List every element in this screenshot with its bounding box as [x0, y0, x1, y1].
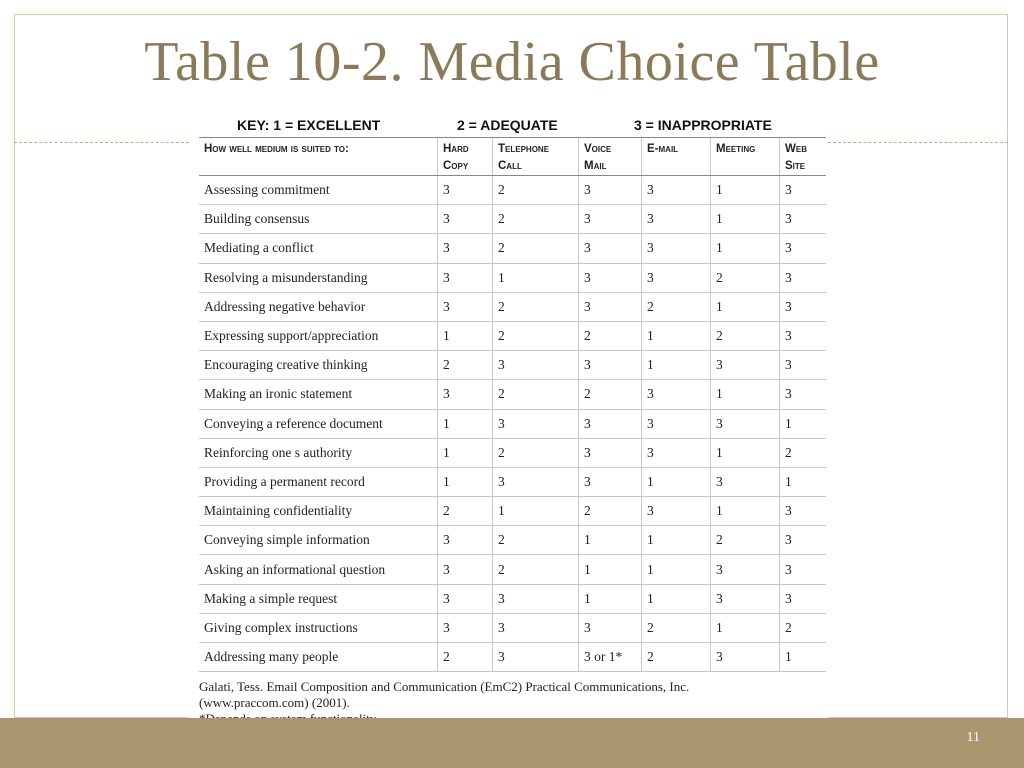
cell-web-site: 2	[780, 438, 827, 467]
cell-hard-copy: 3	[438, 205, 493, 234]
cell-hard-copy: 3	[438, 263, 493, 292]
table-row	[199, 467, 826, 496]
cell-web-site: 3	[780, 321, 827, 350]
cell-web-site: 3	[780, 526, 827, 555]
table-row	[199, 380, 826, 409]
cell-voice-mail: 3 or 1*	[579, 643, 642, 672]
cell-voice-mail: 3	[579, 438, 642, 467]
cell-email: 2	[642, 613, 711, 642]
cell-hard-copy: 1	[438, 467, 493, 496]
cell-web-site: 1	[780, 409, 827, 438]
cell-meeting: 3	[711, 351, 780, 380]
cell-voice-mail: 3	[579, 613, 642, 642]
row-label: Reinforcing one s authority	[199, 438, 438, 467]
table-row	[199, 613, 826, 642]
cell-email: 1	[642, 584, 711, 613]
cell-meeting: 3	[711, 584, 780, 613]
cell-telephone-call: 3	[493, 351, 579, 380]
row-label: Maintaining confidentiality	[199, 497, 438, 526]
cell-web-site: 3	[780, 497, 827, 526]
header-telephone-call-line2: Call	[498, 160, 522, 172]
cell-hard-copy: 1	[438, 438, 493, 467]
cell-email: 1	[642, 351, 711, 380]
cell-web-site: 3	[780, 584, 827, 613]
cell-telephone-call: 3	[493, 467, 579, 496]
cell-telephone-call: 1	[493, 263, 579, 292]
cell-email: 2	[642, 292, 711, 321]
cell-web-site: 3	[780, 292, 827, 321]
cell-email: 1	[642, 526, 711, 555]
header-web-site-line1: Web	[785, 143, 807, 155]
header-hard-copy-line1: Hard	[443, 143, 469, 155]
cell-telephone-call: 2	[493, 555, 579, 584]
cell-web-site: 3	[780, 205, 827, 234]
cell-hard-copy: 3	[438, 526, 493, 555]
cell-hard-copy: 2	[438, 643, 493, 672]
cell-voice-mail: 3	[579, 234, 642, 263]
table-row	[199, 497, 826, 526]
row-label: Giving complex instructions	[199, 613, 438, 642]
cell-meeting: 1	[711, 497, 780, 526]
cell-web-site: 3	[780, 380, 827, 409]
cell-email: 2	[642, 643, 711, 672]
cell-email: 1	[642, 555, 711, 584]
row-label: Addressing negative behavior	[199, 292, 438, 321]
cell-meeting: 3	[711, 643, 780, 672]
table-row	[199, 176, 826, 205]
key-excellent: KEY: 1 = EXCELLENT	[237, 117, 381, 133]
header-web-site-line2: Site	[785, 160, 806, 172]
key-adequate: 2 = ADEQUATE	[457, 117, 558, 133]
cell-voice-mail: 1	[579, 555, 642, 584]
key-inappropriate: 3 = INAPPROPRIATE	[634, 117, 772, 133]
cell-hard-copy: 3	[438, 555, 493, 584]
cell-telephone-call: 3	[493, 584, 579, 613]
table-body	[199, 176, 826, 672]
cell-voice-mail: 3	[579, 409, 642, 438]
cell-telephone-call: 1	[493, 497, 579, 526]
page-number: 11	[966, 730, 980, 745]
cell-voice-mail: 3	[579, 351, 642, 380]
cell-meeting: 2	[711, 526, 780, 555]
cell-email: 3	[642, 205, 711, 234]
cell-meeting: 2	[711, 263, 780, 292]
cell-telephone-call: 2	[493, 292, 579, 321]
header-email: E-mail	[642, 138, 711, 176]
cell-voice-mail: 2	[579, 497, 642, 526]
cell-web-site: 3	[780, 263, 827, 292]
cell-telephone-call: 2	[493, 438, 579, 467]
header-voice-mail-line2: Mail	[584, 160, 607, 172]
table-row	[199, 351, 826, 380]
header-hard-copy-line2: Copy	[443, 160, 469, 172]
cell-voice-mail: 1	[579, 584, 642, 613]
row-label: Encouraging creative thinking	[199, 351, 438, 380]
row-label: Assessing commitment	[199, 176, 438, 205]
cell-email: 3	[642, 438, 711, 467]
cell-telephone-call: 2	[493, 176, 579, 205]
cell-web-site: 3	[780, 351, 827, 380]
table-row	[199, 409, 826, 438]
cell-voice-mail: 2	[579, 321, 642, 350]
cell-meeting: 3	[711, 555, 780, 584]
cell-meeting: 1	[711, 234, 780, 263]
slide-title: Table 10-2. Media Choice Table	[144, 31, 880, 93]
row-label: Resolving a misunderstanding	[199, 263, 438, 292]
table-row	[199, 292, 826, 321]
table-row	[199, 205, 826, 234]
cell-meeting: 1	[711, 205, 780, 234]
row-label: Conveying simple information	[199, 526, 438, 555]
cell-voice-mail: 1	[579, 526, 642, 555]
table-row	[199, 555, 826, 584]
header-hard-copy	[438, 138, 493, 176]
media-choice-figure	[189, 113, 828, 725]
cell-voice-mail: 3	[579, 467, 642, 496]
table-row	[199, 438, 826, 467]
header-voice-mail-line1: Voice	[584, 143, 612, 155]
cell-hard-copy: 3	[438, 234, 493, 263]
media-choice-table	[199, 137, 826, 672]
cell-voice-mail: 2	[579, 380, 642, 409]
table-row	[199, 643, 826, 672]
cell-meeting: 2	[711, 321, 780, 350]
cell-meeting: 1	[711, 438, 780, 467]
cell-meeting: 1	[711, 613, 780, 642]
header-telephone-call-line1: Telephone	[498, 143, 550, 155]
row-label: Mediating a conflict	[199, 234, 438, 263]
citation-line-2: (www.praccom.com) (2001).	[199, 695, 350, 710]
table-row	[199, 321, 826, 350]
cell-web-site: 3	[780, 234, 827, 263]
cell-web-site: 3	[780, 555, 827, 584]
cell-voice-mail: 3	[579, 263, 642, 292]
row-label: Expressing support/appreciation	[199, 321, 438, 350]
cell-email: 3	[642, 234, 711, 263]
table-row	[199, 263, 826, 292]
cell-hard-copy: 2	[438, 351, 493, 380]
cell-web-site: 2	[780, 613, 827, 642]
header-telephone-call	[493, 138, 579, 176]
cell-email: 3	[642, 176, 711, 205]
cell-email: 3	[642, 380, 711, 409]
cell-telephone-call: 2	[493, 526, 579, 555]
cell-meeting: 1	[711, 292, 780, 321]
table-row	[199, 526, 826, 555]
header-web-site	[780, 138, 827, 176]
cell-meeting: 3	[711, 467, 780, 496]
cell-email: 3	[642, 497, 711, 526]
cell-email: 3	[642, 409, 711, 438]
row-label: Making an ironic statement	[199, 380, 438, 409]
cell-telephone-call: 3	[493, 613, 579, 642]
citation-line-1: Galati, Tess. Email Composition and Communication (EmC2) Practical Communications, Inc.	[199, 679, 690, 694]
cell-voice-mail: 3	[579, 292, 642, 321]
cell-meeting: 1	[711, 380, 780, 409]
cell-voice-mail: 3	[579, 205, 642, 234]
cell-email: 1	[642, 467, 711, 496]
cell-telephone-call: 2	[493, 205, 579, 234]
cell-meeting: 3	[711, 409, 780, 438]
row-label: Making a simple request	[199, 584, 438, 613]
cell-telephone-call: 3	[493, 409, 579, 438]
row-label: Conveying a reference document	[199, 409, 438, 438]
cell-voice-mail: 3	[579, 176, 642, 205]
table-row	[199, 234, 826, 263]
table-row	[199, 584, 826, 613]
cell-meeting: 1	[711, 176, 780, 205]
cell-telephone-call: 2	[493, 380, 579, 409]
cell-hard-copy: 1	[438, 409, 493, 438]
cell-telephone-call: 3	[493, 643, 579, 672]
header-suited-to: How well medium is suited to:	[199, 138, 438, 176]
divider-right	[828, 142, 1008, 143]
row-label: Building consensus	[199, 205, 438, 234]
cell-hard-copy: 3	[438, 584, 493, 613]
cell-web-site: 3	[780, 176, 827, 205]
cell-hard-copy: 3	[438, 613, 493, 642]
table-header-row	[199, 138, 826, 176]
cell-email: 3	[642, 263, 711, 292]
cell-hard-copy: 2	[438, 497, 493, 526]
cell-telephone-call: 2	[493, 234, 579, 263]
cell-hard-copy: 3	[438, 380, 493, 409]
row-label: Providing a permanent record	[199, 467, 438, 496]
row-label: Addressing many people	[199, 643, 438, 672]
footer-bar	[0, 718, 1024, 768]
header-voice-mail	[579, 138, 642, 176]
cell-email: 1	[642, 321, 711, 350]
cell-hard-copy: 3	[438, 292, 493, 321]
row-label: Asking an informational question	[199, 555, 438, 584]
cell-hard-copy: 3	[438, 176, 493, 205]
header-meeting: Meeting	[711, 138, 780, 176]
cell-web-site: 1	[780, 467, 827, 496]
divider-left	[14, 142, 189, 143]
cell-web-site: 1	[780, 643, 827, 672]
cell-hard-copy: 1	[438, 321, 493, 350]
cell-telephone-call: 2	[493, 321, 579, 350]
